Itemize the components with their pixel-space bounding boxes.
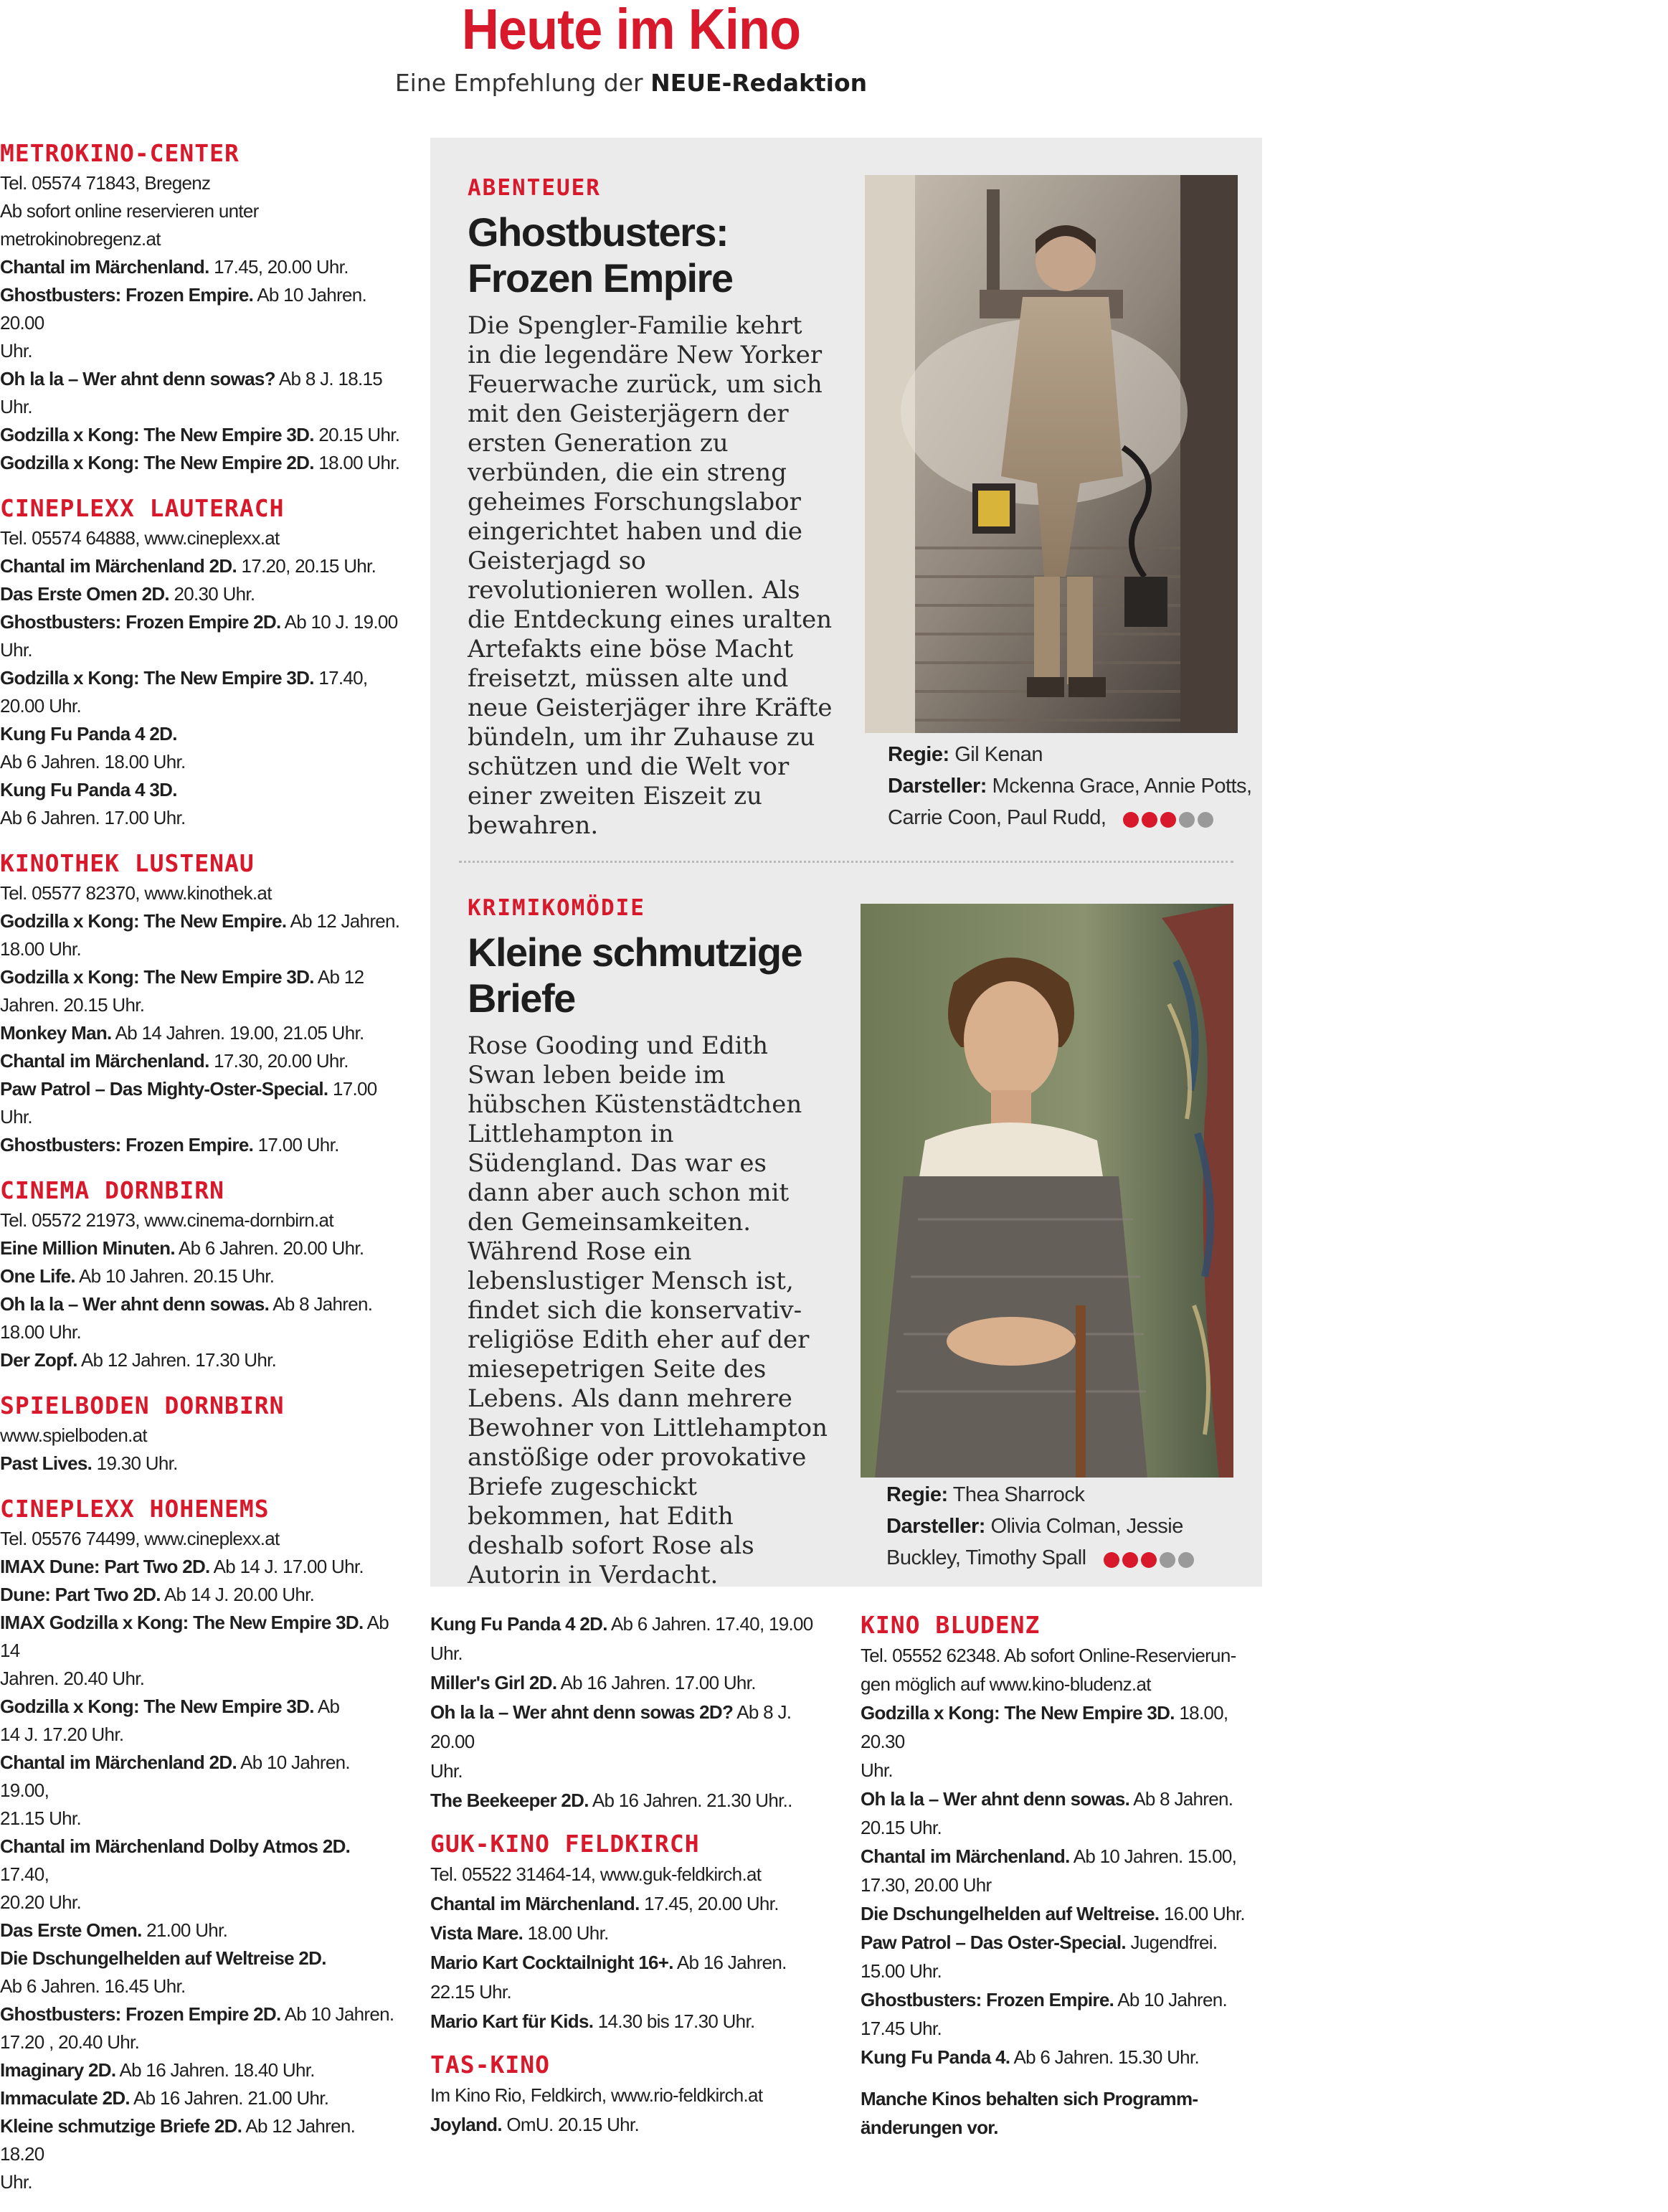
rating-dot-filled: [1160, 812, 1176, 828]
screening-line: [0, 963, 402, 991]
director-name: Gil Kenan: [954, 743, 1043, 766]
screening-line: [0, 225, 402, 253]
screening-line: [861, 1813, 1248, 1842]
ghostbusters-photo-illustration: [865, 175, 1238, 733]
cast-names: Carrie Coon, Paul Rudd,: [888, 806, 1107, 829]
film-genre: ABENTEUER: [468, 175, 601, 201]
screening-line: [861, 1641, 1248, 1670]
film-name: Chantal im Märchenland.: [0, 1050, 209, 1072]
screening-line: [0, 1553, 402, 1581]
ghostbusters-film-still: [865, 175, 1238, 733]
film-name: Kung Fu Panda 4 3D.: [0, 779, 177, 800]
screening-line: [0, 1262, 402, 1290]
screening-details: 20.20 Uhr.: [0, 1891, 81, 1913]
film-name: Oh la la – Wer ahnt denn sowas 2D?: [430, 1701, 734, 1723]
cinema-block: [430, 2049, 832, 2140]
screening-details: 17.40,: [0, 1863, 49, 1885]
screening-details: 17.30, 20.00 Uhr.: [209, 1050, 349, 1072]
film-name: Paw Patrol – Das Mighty-Oster-Special.: [0, 1078, 328, 1100]
film-name: IMAX Dune: Part Two 2D.: [0, 1556, 210, 1577]
screening-details: Ab 8 J. 20.00: [430, 1701, 792, 1752]
film-name: Die Dschungelhelden auf Weltreise.: [861, 1903, 1160, 1924]
screening-details: Uhr.: [0, 2171, 32, 2193]
screening-details: Tel. 05572 21973, www.cinema-dornbirn.at: [0, 1209, 333, 1231]
rating-dot-filled: [1123, 812, 1139, 828]
cinema-lines: [861, 1641, 1248, 2071]
screening-line: [0, 1290, 402, 1318]
screening-details: Ab 16 Jahren. 21.30 Uhr..: [588, 1790, 792, 1811]
rating-dot-empty: [1198, 812, 1213, 828]
screening-details: Uhr.: [0, 340, 32, 361]
screening-details: Uhr.: [0, 1106, 32, 1128]
screening-details: Ab sofort online reservieren unter: [0, 200, 259, 222]
screening-details: Uhr.: [861, 1759, 893, 1781]
screening-details: Ab 12 Jahren. 17.30 Uhr.: [77, 1349, 277, 1371]
cinema-name: METROKINO-CENTER: [0, 139, 240, 167]
screening-details: 16.00 Uhr.: [1159, 1903, 1245, 1924]
film-name: Godzilla x Kong: The New Empire.: [0, 910, 287, 932]
screening-details: Ab 6 Jahren. 20.00 Uhr.: [174, 1237, 364, 1259]
screening-line: [0, 804, 402, 832]
film-name: Paw Patrol – Das Oster-Special.: [861, 1932, 1126, 1953]
film-name: Eine Million Minuten.: [0, 1237, 175, 1259]
screening-details: 17.45 Uhr.: [861, 2018, 942, 2039]
rating-dot-empty: [1178, 1552, 1194, 1568]
cinema-name: CINEMA DORNBIRN: [0, 1176, 225, 1204]
screening-line: [0, 1609, 402, 1665]
screening-details: 22.15 Uhr.: [430, 1981, 511, 2003]
film-name: Chantal im Märchenland 2D.: [0, 1752, 237, 1773]
screening-line: [430, 1757, 832, 1786]
film-name: Godzilla x Kong: The New Empire 3D.: [0, 667, 314, 689]
screening-details: Im Kino Rio, Feldkirch, www.rio-feldkirch.at: [430, 2084, 763, 2106]
screening-details: 18.00 Uhr.: [0, 938, 81, 960]
screening-line: [0, 907, 402, 935]
film-name: Der Zopf.: [0, 1349, 77, 1371]
screening-line: [0, 524, 402, 552]
film-name: Godzilla x Kong: The New Empire 2D.: [0, 452, 314, 473]
screening-line: [0, 1972, 402, 2000]
screening-details: 19.30 Uhr.: [92, 1452, 178, 1474]
left-column-listings: [0, 138, 402, 2212]
screening-line: [0, 1103, 402, 1131]
section-divider: [459, 861, 1233, 863]
screening-line: [861, 1957, 1248, 1985]
screening-line: [430, 1977, 832, 2007]
screening-details: Tel. 05574 71843, Bregenz: [0, 172, 211, 194]
cast-names: Mckenna Grace, Annie Potts,: [992, 775, 1252, 798]
screening-details: 21.15 Uhr.: [0, 1807, 81, 1829]
screening-line: [0, 2168, 402, 2196]
screening-line: [430, 2007, 832, 2036]
screening-details: Ab 14 Jahren. 19.00, 21.05 Uhr.: [111, 1022, 364, 1044]
screening-line: [861, 1698, 1248, 1756]
screening-details: 14 J. 17.20 Uhr.: [0, 1724, 124, 1745]
screening-details: Ab 12 Jahren. 18.20: [0, 2115, 356, 2165]
screening-line: [0, 449, 402, 477]
screening-details: 18.00, 20.30: [861, 1702, 1228, 1752]
screening-line: [430, 2081, 832, 2110]
screening-line: [430, 2110, 832, 2140]
film-title-line: Kleine schmutzige: [468, 930, 802, 975]
film-name: Godzilla x Kong: The New Empire 3D.: [0, 424, 314, 445]
screening-details: 20.15 Uhr.: [861, 1817, 942, 1838]
director-line: [886, 1479, 1668, 1511]
film-name: Ghostbusters: Frozen Empire 2D.: [0, 611, 281, 633]
director-label: Regie:: [888, 743, 949, 766]
director-label: Regie:: [886, 1483, 948, 1506]
screening-line: [861, 1842, 1248, 1871]
screening-line: [861, 2014, 1248, 2043]
screening-line: [861, 1928, 1248, 1957]
screening-line: [430, 1698, 832, 1757]
film-name: Oh la la – Wer ahnt denn sowas.: [861, 1788, 1130, 1810]
screening-details: 21.00 Uhr.: [141, 1919, 228, 1941]
screening-line: [0, 636, 402, 664]
film-title-line: Ghostbusters:: [468, 209, 729, 255]
feature-panel: [430, 138, 1262, 1587]
film-name: Chantal im Märchenland.: [0, 256, 209, 278]
rating-dot-filled: [1141, 1552, 1157, 1568]
screening-line: [0, 580, 402, 608]
screening-line: [0, 2056, 402, 2084]
screening-details: Tel. 05576 74499, www.cineplexx.at: [0, 1528, 280, 1549]
cinema-block: [0, 493, 402, 832]
film-name: Kung Fu Panda 4.: [861, 2046, 1010, 2068]
screening-line: [0, 1019, 402, 1047]
film-name: Godzilla x Kong: The New Empire 3D.: [0, 1696, 314, 1717]
screening-line: [430, 1860, 832, 1889]
film-title-line: Briefe: [468, 975, 575, 1021]
screening-details: Tel. 05522 31464-14, www.guk-feldkirch.at: [430, 1863, 762, 1885]
screening-details: 20.15 Uhr.: [313, 424, 400, 445]
film-name: IMAX Godzilla x Kong: The New Empire 3D.: [0, 1612, 364, 1633]
screening-details: Ab 6 Jahren. 15.30 Uhr.: [1010, 2046, 1199, 2068]
cinema-block: [0, 1175, 402, 1374]
film-name: Miller's Girl 2D.: [430, 1672, 557, 1693]
page-subtitle: [0, 69, 1262, 97]
screening-details: 18.00 Uhr.: [0, 1321, 81, 1343]
screening-details: 18.00 Uhr.: [523, 1922, 609, 1944]
screening-line: [0, 1075, 402, 1103]
film-name: The Beekeeper 2D.: [430, 1790, 589, 1811]
cinema-block: [430, 1828, 832, 2036]
screening-details: Ab 16 Jahren. 17.00 Uhr.: [556, 1672, 756, 1693]
screening-line: [0, 197, 402, 225]
screening-details: Tel. 05574 64888, www.cineplexx.at: [0, 527, 280, 549]
screening-details: Ab 8 J. 18.15 Uhr.: [0, 368, 383, 417]
screening-line: [0, 991, 402, 1019]
film-name: Imaginary 2D.: [0, 2059, 116, 2081]
screening-line: [0, 720, 402, 748]
screening-line: [861, 1985, 1248, 2014]
program-note-line: änderungen vor.: [861, 2117, 998, 2138]
film-name: Mario Kart für Kids.: [430, 2010, 594, 2032]
screening-details: 17.30, 20.00 Uhr: [861, 1874, 992, 1896]
film-name: Ghostbusters: Frozen Empire.: [0, 284, 254, 306]
cinema-block: [0, 138, 402, 477]
cast-line: [886, 1511, 1668, 1542]
film-name: Chantal im Märchenland.: [430, 1893, 640, 1914]
screening-line: [0, 1318, 402, 1346]
cast-line: [886, 1542, 1668, 1574]
screening-details: Ab 16 Jahren. 21.00 Uhr.: [129, 2087, 329, 2109]
subtitle-bold: NEUE-Redaktion: [650, 69, 868, 97]
subtitle-prefix: Eine Empfehlung der: [394, 69, 651, 97]
film-description: Die Spengler-Familie kehrt in die legendäre New Yorker Feuerwache zurück, um sich mit den Geisterjägern der ersten Generation zu verbünden, die ein streng geheimes Forschungslabor eingerichtet haben und die Geisterjagd so revolutionieren wollen. Als die Entdeckung eines uralten Artefakts eine böse Macht freisetzt, müssen alte und neue Geisterjäger ihre Kräfte bündeln, um ihr Zuhause zu schützen und die Welt vor einer zweiten Eiszeit zu bewahren.: [468, 311, 833, 840]
screening-details: Ab 6 Jahren. 16.45 Uhr.: [0, 1975, 186, 1997]
film-name: Ghostbusters: Frozen Empire 2D.: [0, 2003, 281, 2025]
screening-line: [0, 692, 402, 720]
screening-line: [0, 421, 402, 449]
cinema-block: [0, 1493, 402, 2196]
screening-line: [0, 337, 402, 365]
screening-details: Ab 10 Jahren. 20.15 Uhr.: [75, 1265, 275, 1287]
middle-column-listings: [430, 1610, 832, 2152]
film-name: Chantal im Märchenland.: [861, 1845, 1070, 1867]
film-name: Ghostbusters: Frozen Empire.: [861, 1989, 1114, 2010]
screening-line: [0, 2084, 402, 2112]
screening-details: 17.45, 20.00 Uhr.: [639, 1893, 779, 1914]
screening-details: Ab 6 Jahren. 17.00 Uhr.: [0, 807, 186, 828]
screening-details: Ab 6 Jahren. 17.40, 19.00 Uhr.: [430, 1613, 813, 1664]
screening-details: 14.30 bis 17.30 Uhr.: [593, 2010, 755, 2032]
screening-details: Ab 8 Jahren.: [1129, 1788, 1233, 1810]
screening-line: [0, 1805, 402, 1833]
cinema-name: SPIELBODEN DORNBIRN: [0, 1391, 285, 1419]
screening-details: Ab 16 Jahren. 18.40 Uhr.: [115, 2059, 315, 2081]
screening-details: Ab 8 Jahren.: [269, 1293, 373, 1315]
cinema-name: CINEPLEXX HOHENEMS: [0, 1495, 270, 1523]
screening-line: [0, 1916, 402, 1944]
screening-line: [0, 2112, 402, 2168]
screening-line: [0, 1131, 402, 1159]
screening-details: 17.40,: [313, 667, 368, 689]
screening-line: [0, 1450, 402, 1478]
cinema-name: GUK-KINO FELDKIRCH: [430, 1830, 700, 1858]
screening-details: 20.30 Uhr.: [169, 583, 255, 605]
screening-line: [0, 1525, 402, 1553]
screening-details: 17.20, 20.15 Uhr.: [236, 555, 376, 577]
cast-label: Darsteller:: [886, 1515, 985, 1538]
screening-details: Ab 10 Jahren.: [1114, 1989, 1228, 2010]
film-name: Kung Fu Panda 4 2D.: [430, 1613, 607, 1635]
screening-line: [0, 1833, 402, 1889]
screening-details: Ab 14 J. 20.00 Uhr.: [160, 1584, 315, 1605]
film-name: Kung Fu Panda 4 2D.: [0, 723, 177, 745]
cast-names: Buckley, Timothy Spall: [886, 1546, 1086, 1569]
page-title: Heute im Kino: [461, 0, 801, 61]
film-name: Oh la la – Wer ahnt denn sowas.: [0, 1293, 270, 1315]
screening-details: OmU. 20.15 Uhr.: [501, 2114, 639, 2135]
screening-details: 18.00 Uhr.: [313, 452, 400, 473]
cinema-block-kino-bludenz: [861, 1610, 1248, 2071]
director-name: Thea Sharrock: [952, 1483, 1085, 1506]
screening-details: Ab 10 Jahren. 15.00,: [1069, 1845, 1237, 1867]
rating-dot-filled: [1122, 1552, 1138, 1568]
screening-line: [0, 253, 402, 281]
screening-details: 17.00 Uhr.: [253, 1134, 339, 1155]
screening-details: Jahren. 20.15 Uhr.: [0, 994, 145, 1016]
screening-line: [861, 2043, 1248, 2071]
screening-line: [0, 608, 402, 636]
screening-line: [430, 1786, 832, 1815]
cinema-name: TAS-KINO: [430, 2051, 550, 2079]
screening-line: [430, 1889, 832, 1919]
screening-line: [0, 1234, 402, 1262]
film-name: One Life.: [0, 1265, 75, 1287]
screening-details: Ab 14 J. 17.00 Uhr.: [209, 1556, 364, 1577]
screening-line: [861, 1871, 1248, 1899]
screening-line: [0, 1721, 402, 1749]
film-genre: KRIMIKOMÖDIE: [468, 895, 645, 921]
screening-line: [0, 1047, 402, 1075]
rating-dot-filled: [1104, 1552, 1119, 1568]
screening-line: [0, 1581, 402, 1609]
film-name: Ghostbusters: Frozen Empire.: [0, 1134, 254, 1155]
screening-details: Tel. 05577 82370, www.kinothek.at: [0, 882, 272, 904]
screening-line: [861, 1670, 1248, 1698]
screening-details: Ab 12 Jahren.: [286, 910, 400, 932]
screening-line: [0, 879, 402, 907]
screening-line: [0, 664, 402, 692]
film-name: Kleine schmutzige Briefe 2D.: [0, 2115, 242, 2137]
film-credits: [456, 1479, 1238, 1574]
screening-details: Uhr.: [0, 639, 32, 661]
film-name: Mario Kart Cocktailnight 16+.: [430, 1952, 673, 1973]
cast-names: Olivia Colman, Jessie: [990, 1515, 1183, 1538]
screening-line: [861, 1756, 1248, 1785]
cinema-block: [0, 848, 402, 1159]
screening-details: Ab 10 Jahren.: [280, 2003, 394, 2025]
screening-line: [0, 1422, 402, 1450]
screening-details: Jugendfrei.: [1125, 1932, 1218, 1953]
screening-details: 17.45, 20.00 Uhr.: [209, 256, 349, 278]
film-name: Dune: Part Two 2D.: [0, 1584, 161, 1605]
film-name: Die Dschungelhelden auf Weltreise 2D.: [0, 1947, 326, 1969]
cinema-name: KINOTHEK LUSTENAU: [0, 849, 255, 877]
screening-line: [430, 1948, 832, 1977]
screening-details: Ab 16 Jahren.: [673, 1952, 787, 1973]
screening-details: gen möglich auf www.kino-bludenz.at: [861, 1673, 1151, 1695]
screening-line: [0, 1346, 402, 1374]
cinema-name: KINO BLUDENZ: [861, 1611, 1041, 1639]
screening-line: [430, 1919, 832, 1948]
screening-line: [0, 1665, 402, 1693]
program-note-line: Manche Kinos behalten sich Programm-: [861, 2088, 1198, 2109]
rating-dot-empty: [1179, 812, 1195, 828]
screening-line: [0, 935, 402, 963]
right-column-listings: [861, 1610, 1248, 2142]
screening-details: metrokinobregenz.at: [0, 228, 161, 250]
screening-line: [0, 365, 402, 421]
screening-details: 15.00 Uhr.: [861, 1960, 942, 1982]
film-name: Immaculate 2D.: [0, 2087, 130, 2109]
screening-line: [430, 1610, 832, 1668]
screening-details: Ab 10 Jahren. 20.00: [0, 284, 367, 334]
screening-details: www.spielboden.at: [0, 1424, 147, 1446]
film-name: Monkey Man.: [0, 1022, 112, 1044]
film-name: Joyland.: [430, 2114, 502, 2135]
screening-details: Ab 12: [313, 966, 364, 988]
cinema-block: [430, 1610, 832, 1815]
film-name: Godzilla x Kong: The New Empire 3D.: [0, 966, 314, 988]
screening-details: Ab 10 J. 19.00: [280, 611, 398, 633]
film-name: Das Erste Omen 2D.: [0, 583, 169, 605]
screening-details: Ab 6 Jahren. 18.00 Uhr.: [0, 751, 186, 772]
film-credits: [888, 739, 1252, 834]
screening-details: 20.00 Uhr.: [0, 695, 81, 717]
cast-line: [888, 770, 1252, 802]
film-name: Godzilla x Kong: The New Empire 3D.: [861, 1702, 1175, 1724]
screening-details: Ab 14: [0, 1612, 389, 1661]
rating-dot-empty: [1160, 1552, 1175, 1568]
screening-line: [0, 1206, 402, 1234]
screening-line: [0, 748, 402, 776]
kleine-briefe-film-still: [861, 904, 1233, 1478]
cast-label: Darsteller:: [888, 775, 987, 798]
screening-line: [0, 552, 402, 580]
screening-details: Ab 10 Jahren. 19.00,: [0, 1752, 350, 1801]
screening-details: Uhr.: [430, 1760, 463, 1782]
cinema-block: [0, 1390, 402, 1478]
screening-details: 17.20 , 20.40 Uhr.: [0, 2031, 140, 2053]
film-name: Vista Mare.: [430, 1922, 523, 1944]
screening-line: [0, 169, 402, 197]
film-description: Rose Gooding und Edith Swan leben beide im hübschen Küstenstädtchen Littlehampton in Südengland. Das war es dann aber auch schon mit den Gemeinsamkeiten. Während Rose ein lebenslustiger Mensch ist, findet sich die konservativ-religiöse Edith eher auf der miesepetrigen Seite des Lebens. Als dann mehrere Bewohner von Littlehampton anstößige oder provokative Briefe zugeschickt bekommen, hat Edith deshalb sofort Rose als Autorin in Verdacht.: [468, 1031, 828, 1589]
screening-line: [0, 1693, 402, 1721]
director-line: [888, 739, 1252, 770]
film-name: Oh la la – Wer ahnt denn sowas?: [0, 368, 275, 389]
film-name: Chantal im Märchenland 2D.: [0, 555, 237, 577]
screening-details: Jahren. 20.40 Uhr.: [0, 1668, 145, 1689]
cast-line: [888, 802, 1252, 834]
screening-line: [0, 281, 402, 337]
screening-line: [861, 1899, 1248, 1928]
cinema-name: CINEPLEXX LAUTERACH: [0, 494, 285, 522]
masthead: [0, 0, 1262, 97]
screening-line: [0, 1944, 402, 1972]
film-name: Das Erste Omen.: [0, 1919, 142, 1941]
screening-line: [0, 1889, 402, 1916]
program-note: [861, 2084, 1248, 2142]
film-name: Past Lives.: [0, 1452, 93, 1474]
screening-line: [430, 1668, 832, 1698]
screening-line: [0, 2028, 402, 2056]
screening-details: Tel. 05552 62348. Ab sofort Online-Reservierun-: [861, 1645, 1236, 1666]
screening-line: [0, 1749, 402, 1805]
film-title-line: Frozen Empire: [468, 255, 733, 301]
screening-line: [861, 1785, 1248, 1813]
rating-dots: [1104, 1543, 1197, 1574]
screening-details: 17.00: [328, 1078, 377, 1100]
kleine-briefe-photo-illustration: [861, 904, 1233, 1478]
screening-details: Ab: [313, 1696, 340, 1717]
film-name: Chantal im Märchenland Dolby Atmos 2D.: [0, 1835, 351, 1857]
screening-line: [0, 776, 402, 804]
screening-line: [0, 2000, 402, 2028]
rating-dots: [1123, 803, 1216, 834]
rating-dot-filled: [1142, 812, 1157, 828]
